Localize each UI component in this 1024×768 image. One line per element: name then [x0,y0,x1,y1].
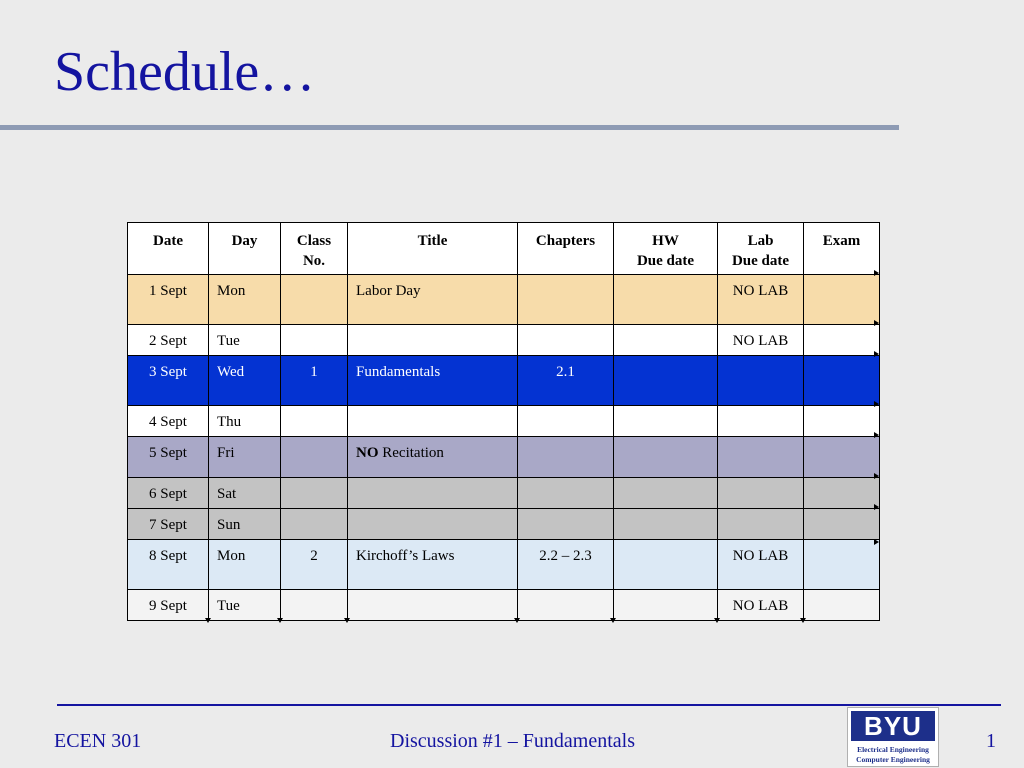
cell-date: 1 Sept [128,275,209,325]
cell-title-bold: NO [356,445,379,461]
cell-exam [804,509,880,540]
column-arrow-icon [277,618,283,623]
row-arrow-icon [874,401,879,407]
cell-date: 7 Sept [128,509,209,540]
cell-class-no [281,325,348,356]
title-divider [0,125,899,130]
cell-lab-due: NO LAB [718,325,804,356]
cell-hw-due [614,406,718,437]
cell-lab-due [718,509,804,540]
cell-day: Sun [209,509,281,540]
cell-chapters [518,275,614,325]
cell-lab-due: NO LAB [718,590,804,621]
cell-date: 8 Sept [128,540,209,590]
cell-class-no [281,590,348,621]
cell-date: 5 Sept [128,437,209,478]
cell-title [348,590,518,621]
cell-date: 4 Sept [128,406,209,437]
cell-title [348,356,518,406]
cell-exam [804,590,880,621]
cell-hw-due [614,590,718,621]
cell-chapters [518,325,614,356]
cell-title-text: Labor Day [356,283,421,299]
header-hw-due [614,223,718,275]
header-class-no [281,223,348,275]
cell-exam [804,478,880,509]
cell-title-text: Kirchoff’s Laws [356,548,455,564]
header-hw-line2: Due date [636,253,695,269]
cell-chapters [518,437,614,478]
cell-title [348,478,518,509]
header-day: Day [209,223,281,275]
cell-day: Thu [209,406,281,437]
table-row [128,540,880,590]
column-arrow-icon [714,618,720,623]
cell-lab-due [718,478,804,509]
cell-hw-due [614,325,718,356]
column-arrow-icon [514,618,520,623]
cell-title [348,275,518,325]
cell-class-no: 2 [281,540,348,590]
column-arrow-icon [344,618,350,623]
footer-course: ECEN 301 [54,730,142,752]
cell-class-no [281,275,348,325]
cell-day: Wed [209,356,281,406]
cell-class-no [281,509,348,540]
cell-exam [804,275,880,325]
cell-class-no: 1 [281,356,348,406]
table-row [128,509,880,540]
cell-title [348,325,518,356]
cell-exam [804,356,880,406]
page-number: 1 [986,730,996,752]
row-arrow-icon [874,504,879,510]
cell-date: 6 Sept [128,478,209,509]
cell-chapters: 2.2 – 2.3 [518,540,614,590]
row-arrow-icon [874,432,879,438]
cell-lab-due: NO LAB [718,540,804,590]
table-row [128,478,880,509]
cell-hw-due [614,478,718,509]
cell-date: 9 Sept [128,590,209,621]
cell-title [348,437,518,478]
cell-class-no [281,437,348,478]
cell-lab-due [718,356,804,406]
cell-day: Tue [209,325,281,356]
table-row [128,406,880,437]
cell-exam [804,437,880,478]
cell-hw-due [614,509,718,540]
header-exam: Exam [804,223,880,275]
byu-logo [847,707,939,767]
cell-chapters: 2.1 [518,356,614,406]
cell-chapters [518,406,614,437]
cell-date: 2 Sept [128,325,209,356]
row-arrow-icon [874,270,879,276]
header-class-line2: No. [302,253,326,269]
header-lab-line1: Lab [747,233,774,249]
cell-lab-due [718,437,804,478]
cell-exam [804,540,880,590]
row-arrow-icon [874,351,879,357]
cell-title [348,540,518,590]
table-row [128,356,880,406]
table-row [128,590,880,621]
row-arrow-icon [874,473,879,479]
table-row [128,325,880,356]
cell-title [348,406,518,437]
header-date: Date [128,223,209,275]
row-arrow-icon [874,539,879,545]
cell-day: Mon [209,275,281,325]
cell-day: Mon [209,540,281,590]
byu-logo-mark: BYU [851,711,935,741]
header-class-line1: Class [296,233,332,249]
cell-exam [804,325,880,356]
table-header-row [128,223,880,275]
header-lab-line2: Due date [731,253,790,269]
table-row [128,275,880,325]
cell-chapters [518,509,614,540]
cell-class-no [281,406,348,437]
header-title: Title [348,223,518,275]
cell-chapters [518,478,614,509]
header-hw-line1: HW [652,233,679,249]
row-arrow-icon [874,320,879,326]
cell-hw-due [614,437,718,478]
logo-dept-line2: Computer Engineering [856,755,930,764]
table-row [128,437,880,478]
cell-title-text: Recitation [378,445,444,461]
header-lab-due [718,223,804,275]
cell-hw-due [614,540,718,590]
column-arrow-icon [800,618,806,623]
schedule-table [127,222,880,621]
cell-hw-due [614,275,718,325]
cell-title-text: Fundamentals [356,364,441,380]
cell-date: 3 Sept [128,356,209,406]
cell-class-no [281,478,348,509]
cell-day: Fri [209,437,281,478]
column-arrow-icon [205,618,211,623]
slide-title: Schedule… [54,41,316,103]
cell-hw-due [614,356,718,406]
cell-exam [804,406,880,437]
cell-day: Tue [209,590,281,621]
cell-chapters [518,590,614,621]
cell-title [348,509,518,540]
column-arrow-icon [610,618,616,623]
footer-topic: Discussion #1 – Fundamentals [390,730,635,752]
cell-lab-due: NO LAB [718,275,804,325]
header-chapters: Chapters [518,223,614,275]
logo-dept-line1: Electrical Engineering [857,745,929,754]
cell-lab-due [718,406,804,437]
cell-day: Sat [209,478,281,509]
footer-divider [57,704,1001,706]
